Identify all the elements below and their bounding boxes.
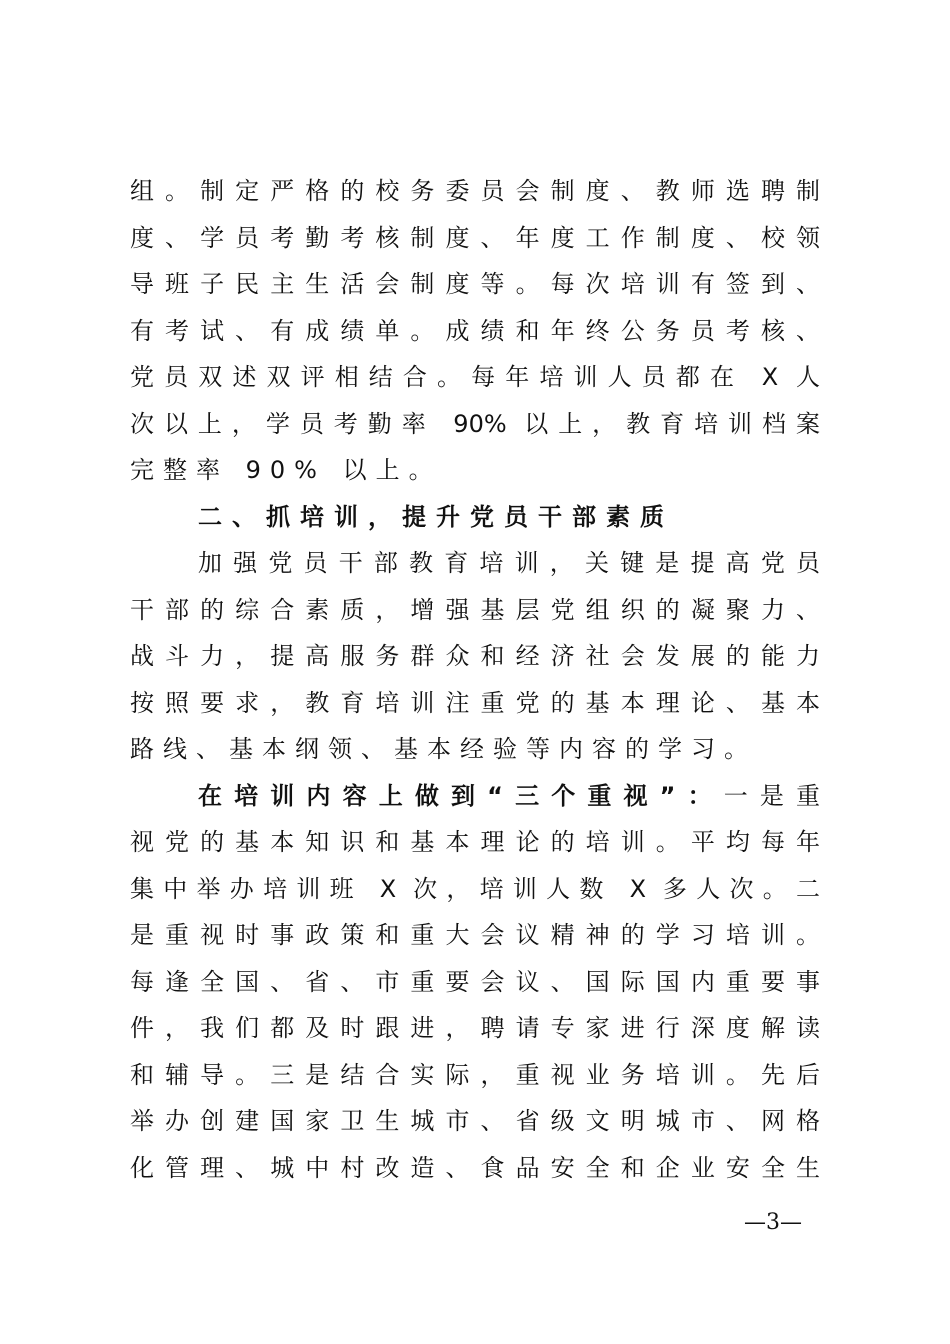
- paragraph-line: 党员双述双评相结合。每年培训人员都在 X 人: [130, 363, 820, 391]
- paragraph-line: 按照要求，教育培训注重党的基本理论、基本: [130, 688, 820, 717]
- paragraph-line: 组。制定严格的校务委员会制度、教师选聘制: [130, 177, 820, 205]
- paragraph-line: 视党的基本知识和基本理论的培训。平均每年: [130, 828, 820, 856]
- paragraph-line: 干部的综合素质，增强基层党组织的凝聚力、: [130, 595, 820, 624]
- paragraph-line: 是重视时事政策和重大会议精神的学习培训。: [130, 921, 820, 949]
- paragraph-line: 每逢全国、省、市重要会议、国际国内重要事: [130, 967, 820, 996]
- body-text: [130, 168, 820, 1191]
- paragraph-line: 次以上，学员考勤率 90% 以上，教育培训档案: [130, 409, 820, 438]
- paragraph-line: 路线、基本纲领、基本经验等内容的学习。: [130, 735, 757, 763]
- paragraph-line: 化管理、城中村改造、食品安全和企业安全生: [130, 1153, 820, 1182]
- paragraph-line: 有考试、有成绩单。成绩和年终公务员考核、: [130, 316, 820, 345]
- bold-lead-text: 在培训内容上做到“三个重视”：: [198, 781, 724, 810]
- paragraph-line: 件，我们都及时跟进，聘请专家进行深度解读: [130, 1014, 820, 1042]
- paragraph-line: 导班子民主生活会制度等。每次培训有签到、: [130, 270, 820, 298]
- paragraph-line: 集中举办培训班 X 次，培训人数 X 多人次。二: [130, 874, 820, 903]
- section-heading: 二、抓培训，提升党员干部素质: [198, 502, 674, 531]
- paragraph-line: 举办创建国家卫生城市、省级文明城市、网格: [130, 1107, 820, 1135]
- paragraph-line: [130, 773, 820, 820]
- paragraph-line: 完整率 90% 以上。: [130, 456, 442, 484]
- page-number: —3—: [744, 1210, 802, 1235]
- paragraph-line-tail: 一是重: [723, 781, 821, 810]
- paragraph-line: 加强党员干部教育培训，关键是提高党员: [198, 549, 820, 577]
- paragraph-line: 战斗力，提高服务群众和经济社会发展的能力: [130, 642, 820, 670]
- paragraph-line: 度、学员考勤考核制度、年度工作制度、校领: [130, 223, 820, 252]
- paragraph-line: 和辅导。三是结合实际，重视业务培训。先后: [130, 1060, 820, 1089]
